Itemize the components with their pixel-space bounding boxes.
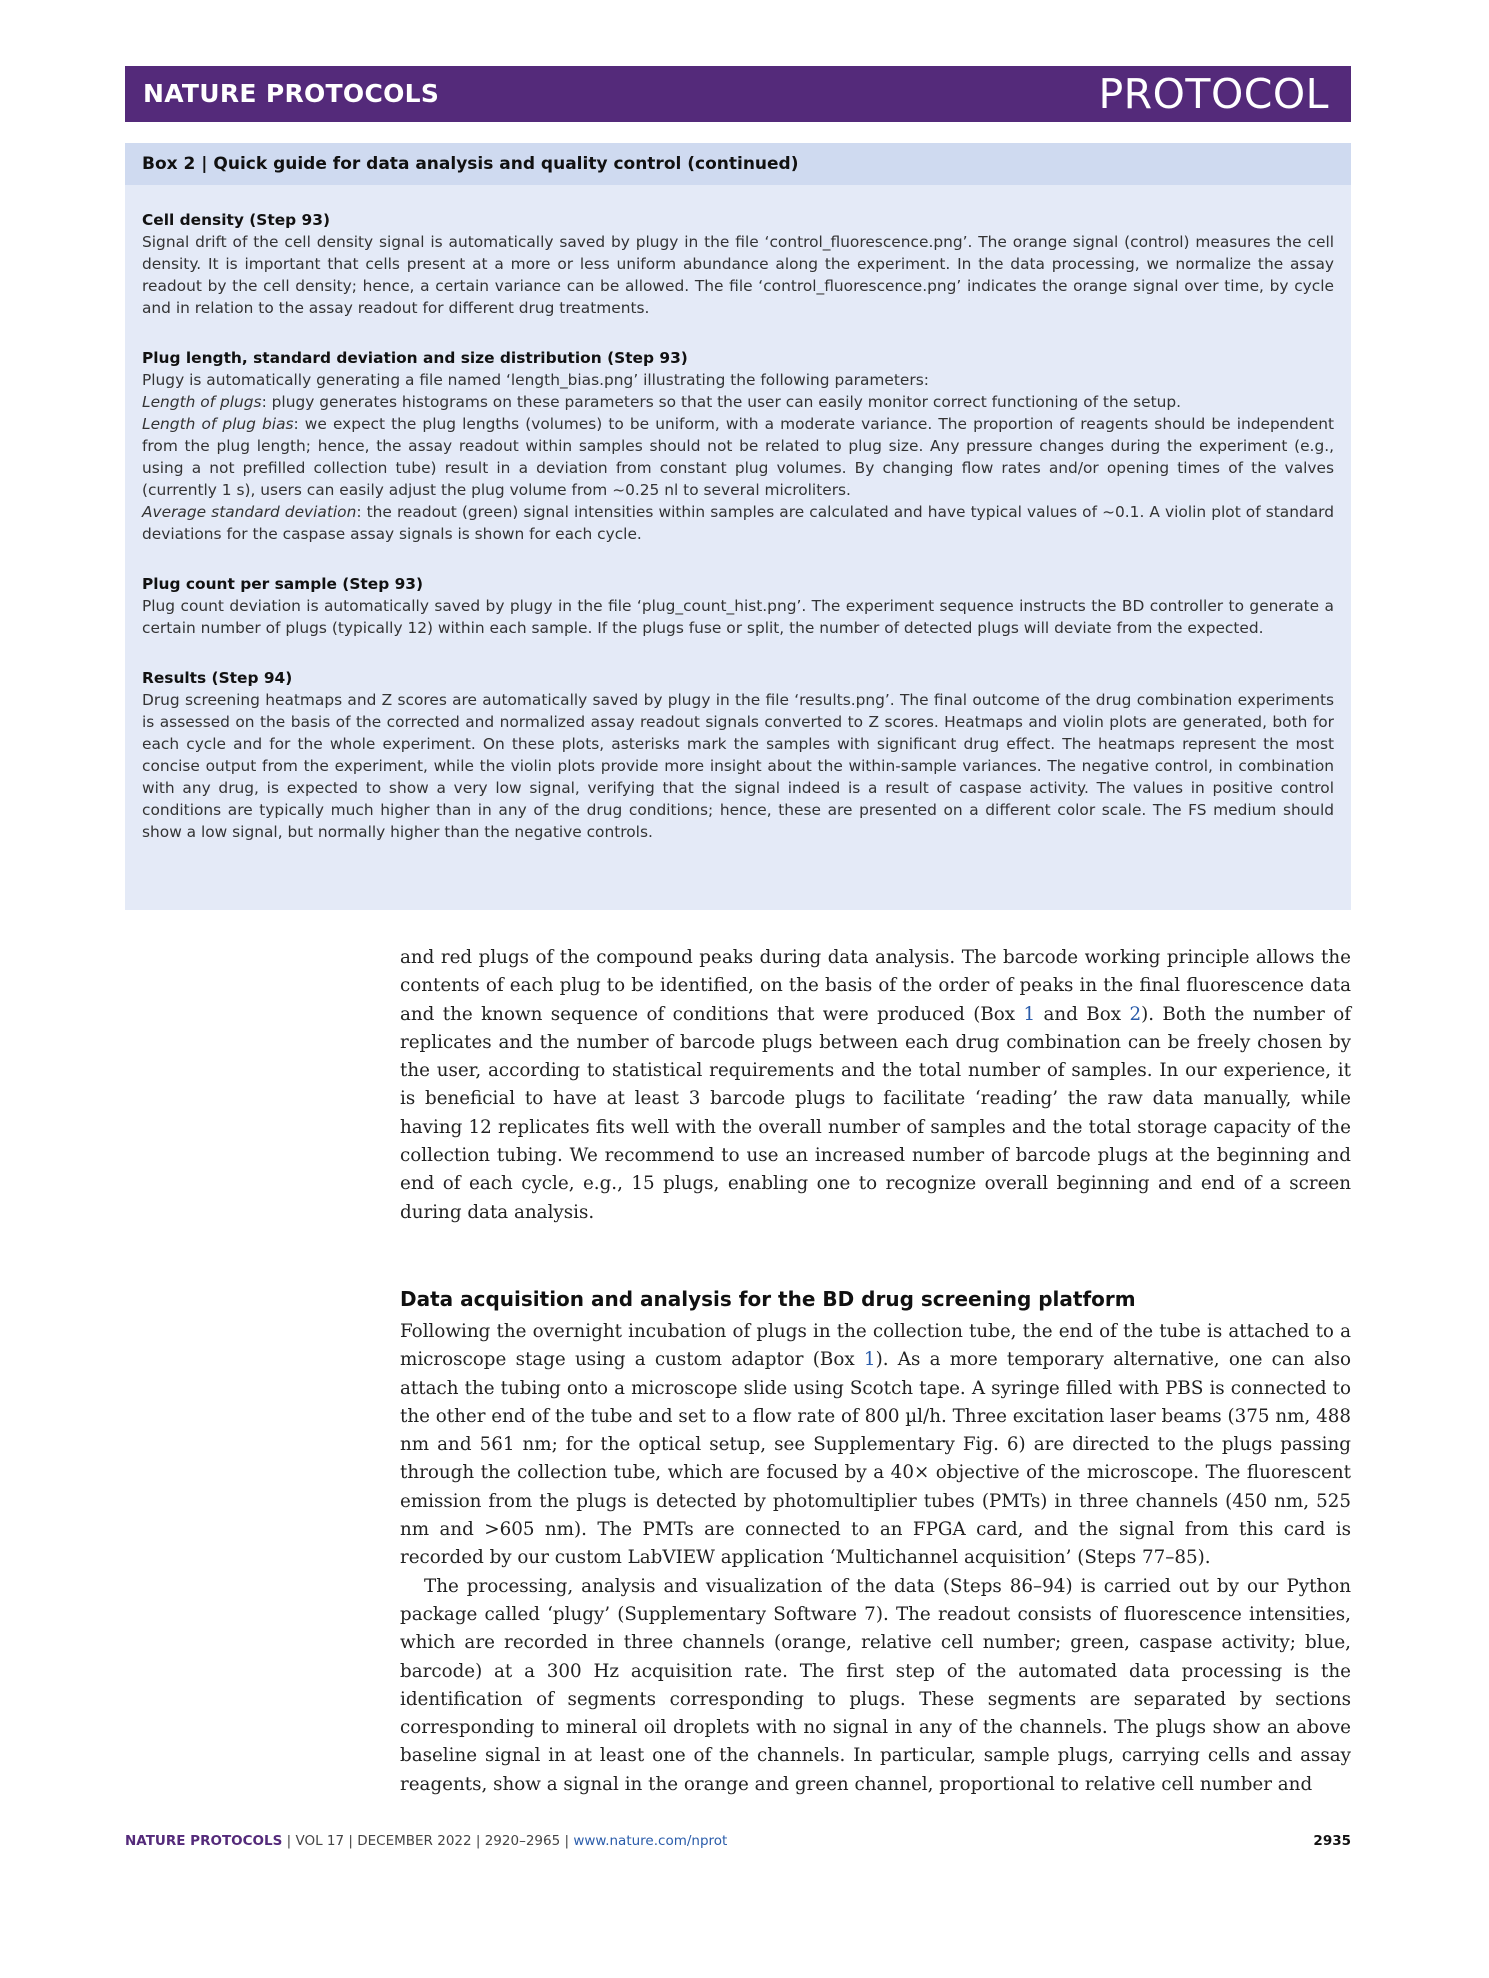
box-2-link[interactable]: 2 xyxy=(1129,1003,1142,1025)
page-footer xyxy=(125,1833,1351,1849)
section-text: Signal drift of the cell density signal is automatically saved by plugy in the file ‘control_fluorescence.png’. The orange signal (control) measures the cell density. It is important that cells present at a more or less uniform abundance along the experiment. In the data processing, we normalize the assay readout by the cell density; hence, a certain variance can be allowed. The file ‘control_fluorescence.png’ indicates the orange signal over time, by cycle and in relation to the assay readout for different drug treatments. xyxy=(142,233,1334,317)
box-1-link[interactable]: 1 xyxy=(1023,1003,1036,1025)
section-heading: Plug count per sample (Step 93) xyxy=(142,575,424,593)
section-text: Plugy is automatically generating a file named ‘length_bias.png’ illustrating the following parameters: xyxy=(142,371,929,389)
footer-url-link[interactable]: www.nature.com/nprot xyxy=(573,1833,728,1849)
section-heading: Data acquisition and analysis for the BD drug screening platform xyxy=(400,1286,1136,1311)
section-text: Plug count deviation is automatically saved by plugy in the file ‘plug_count_hist.png’. The experiment sequence instructs the BD controller to generate a certain number of plugs (typically 12) within each sample. If the plugs fuse or split, the number of detected plugs will deviate from the expected. xyxy=(142,597,1334,637)
paragraph: and red plugs of the compound peaks during data analysis. The barcode working principle allows the contents of each plug to be identified, on the basis of the order of peaks in the final fluorescence data and the known sequence of conditions that were produced (Box 1 and Box 2). Both the number of replicates and the number of barcode plugs between each drug combination can be freely chosen by the user, according to statistical requirements and the total number of samples. In our experience, it is beneficial to have at least 3 barcode plugs to facilitate ‘reading’ the raw data manually, while having 12 replicates fits well with the overall number of samples and the total storage capacity of the collection tubing. We recommend to use an increased number of barcode plugs at the beginning and end of each cycle, e.g., 15 plugs, enabling one to recognize overall beginning and end of a screen during data analysis. xyxy=(400,947,1352,1223)
paragraph: The processing, analysis and visualization of the data (Steps 86–94) is carried out by our Python package called ‘plugy’ (Supplementary Software 7). The readout consists of fluorescence intensities, which are recorded in three channels (orange, relative cell number; green, caspase activity; blue, barcode) at a 300 Hz acquisition rate. The first step of the automated data processing is the identification of segments corresponding to plugs. These segments are separated by sections corresponding to mineral oil droplets with no signal in any of the channels. The plugs show an above baseline signal in at least one of the channels. In particular, sample plugs, carrying cells and assay reagents, show a signal in the orange and green channel, proportional to relative cell number and xyxy=(400,1575,1351,1795)
section-heading: Plug length, standard deviation and size distribution (Step 93) xyxy=(142,349,688,367)
item-text: : we expect the plug lengths (volumes) to be uniform, with a moderate variance. The proportion of reagents should be independent from the plug length; hence, the assay readout within samples should not be related to plug size. Any pressure changes during the experiment (e.g., using a not prefilled collection tube) result in a deviation from constant plug volumes. By changing flow rates and/or opening times of the valves (currently 1 s), users can easily adjust the plug volume from ~0.25 nl to several microliters. xyxy=(142,415,1334,499)
list-item xyxy=(142,391,1334,413)
box-section-plug-count xyxy=(142,573,1334,639)
main-text xyxy=(400,944,1351,1799)
footer-journal: NATURE PROTOCOLS xyxy=(125,1833,283,1849)
page-number: 2935 xyxy=(1313,1833,1351,1849)
box-section-plug-length xyxy=(142,347,1334,545)
box-2 xyxy=(125,143,1351,910)
section-heading: Cell density (Step 93) xyxy=(142,211,330,229)
item-text: : the readout (green) signal intensities within samples are calculated and have typical values of ~0.1. A violin plot of standard deviations for the caspase assay signals is shown for each cycle. xyxy=(142,503,1334,543)
article-type: PROTOCOL xyxy=(1098,70,1329,118)
paragraph: Following the overnight incubation of plugs in the collection tube, the end of the tube is attached to a microscope stage using a custom adaptor (Box 1). As a more temporary alternative, one can also attach the tubing onto a microscope slide using Scotch tape. A syringe filled with PBS is connected to the other end of the tube and set to a flow rate of 800 µl/h. Three excitation laser beams (375 nm, 488 nm and 561 nm; for the optical setup, see Supplementary Fig. 6) are directed to the plugs passing through the collection tube, which are focused by a 40× objective of the microscope. The fluorescent emission from the plugs is detected by photomultiplier tubes (PMTs) in three channels (450 nm, 525 nm and >605 nm). The PMTs are connected to an FPGA card, and the signal from this card is recorded by our custom LabVIEW application ‘Multichannel acquisition’ (Steps 77–85). xyxy=(400,1320,1351,1569)
list-item xyxy=(142,413,1334,501)
list-item xyxy=(142,501,1334,545)
item-term: Length of plugs xyxy=(142,393,262,411)
item-term: Average standard deviation xyxy=(142,503,357,521)
item-term: Length of plug bias xyxy=(142,415,294,433)
section-heading: Results (Step 94) xyxy=(142,669,293,687)
journal-header-bar xyxy=(125,66,1351,122)
footer-info: | VOL 17 | DECEMBER 2022 | 2920–2965 | xyxy=(282,1833,574,1849)
journal-name: NATURE PROTOCOLS xyxy=(143,79,440,108)
item-text: : plugy generates histograms on these parameters so that the user can easily monitor correct functioning of the setup. xyxy=(261,393,1182,411)
box-1-link[interactable]: 1 xyxy=(863,1349,876,1371)
box-section-results xyxy=(142,667,1334,843)
box-title: Box 2 | Quick guide for data analysis and quality control (continued) xyxy=(125,143,1351,185)
section-text: Drug screening heatmaps and Z scores are automatically saved by plugy in the file ‘results.png’. The final outcome of the drug combination experiments is assessed on the basis of the corrected and normalized assay readout signals converted to Z scores. Heatmaps and violin plots are generated, both for each cycle and for the whole experiment. On these plots, asterisks mark the samples with significant drug effect. The heatmaps represent the most concise output from the experiment, while the violin plots provide more insight about the within-sample variances. The negative control, in combination with any drug, is expected to show a very low signal, verifying that the signal indeed is a result of caspase activity. The values in positive control conditions are typically much higher than in any of the drug conditions; hence, these are presented on a different color scale. The FS medium should show a low signal, but normally higher than the negative controls. xyxy=(142,691,1334,841)
box-section-cell-density xyxy=(142,209,1334,319)
